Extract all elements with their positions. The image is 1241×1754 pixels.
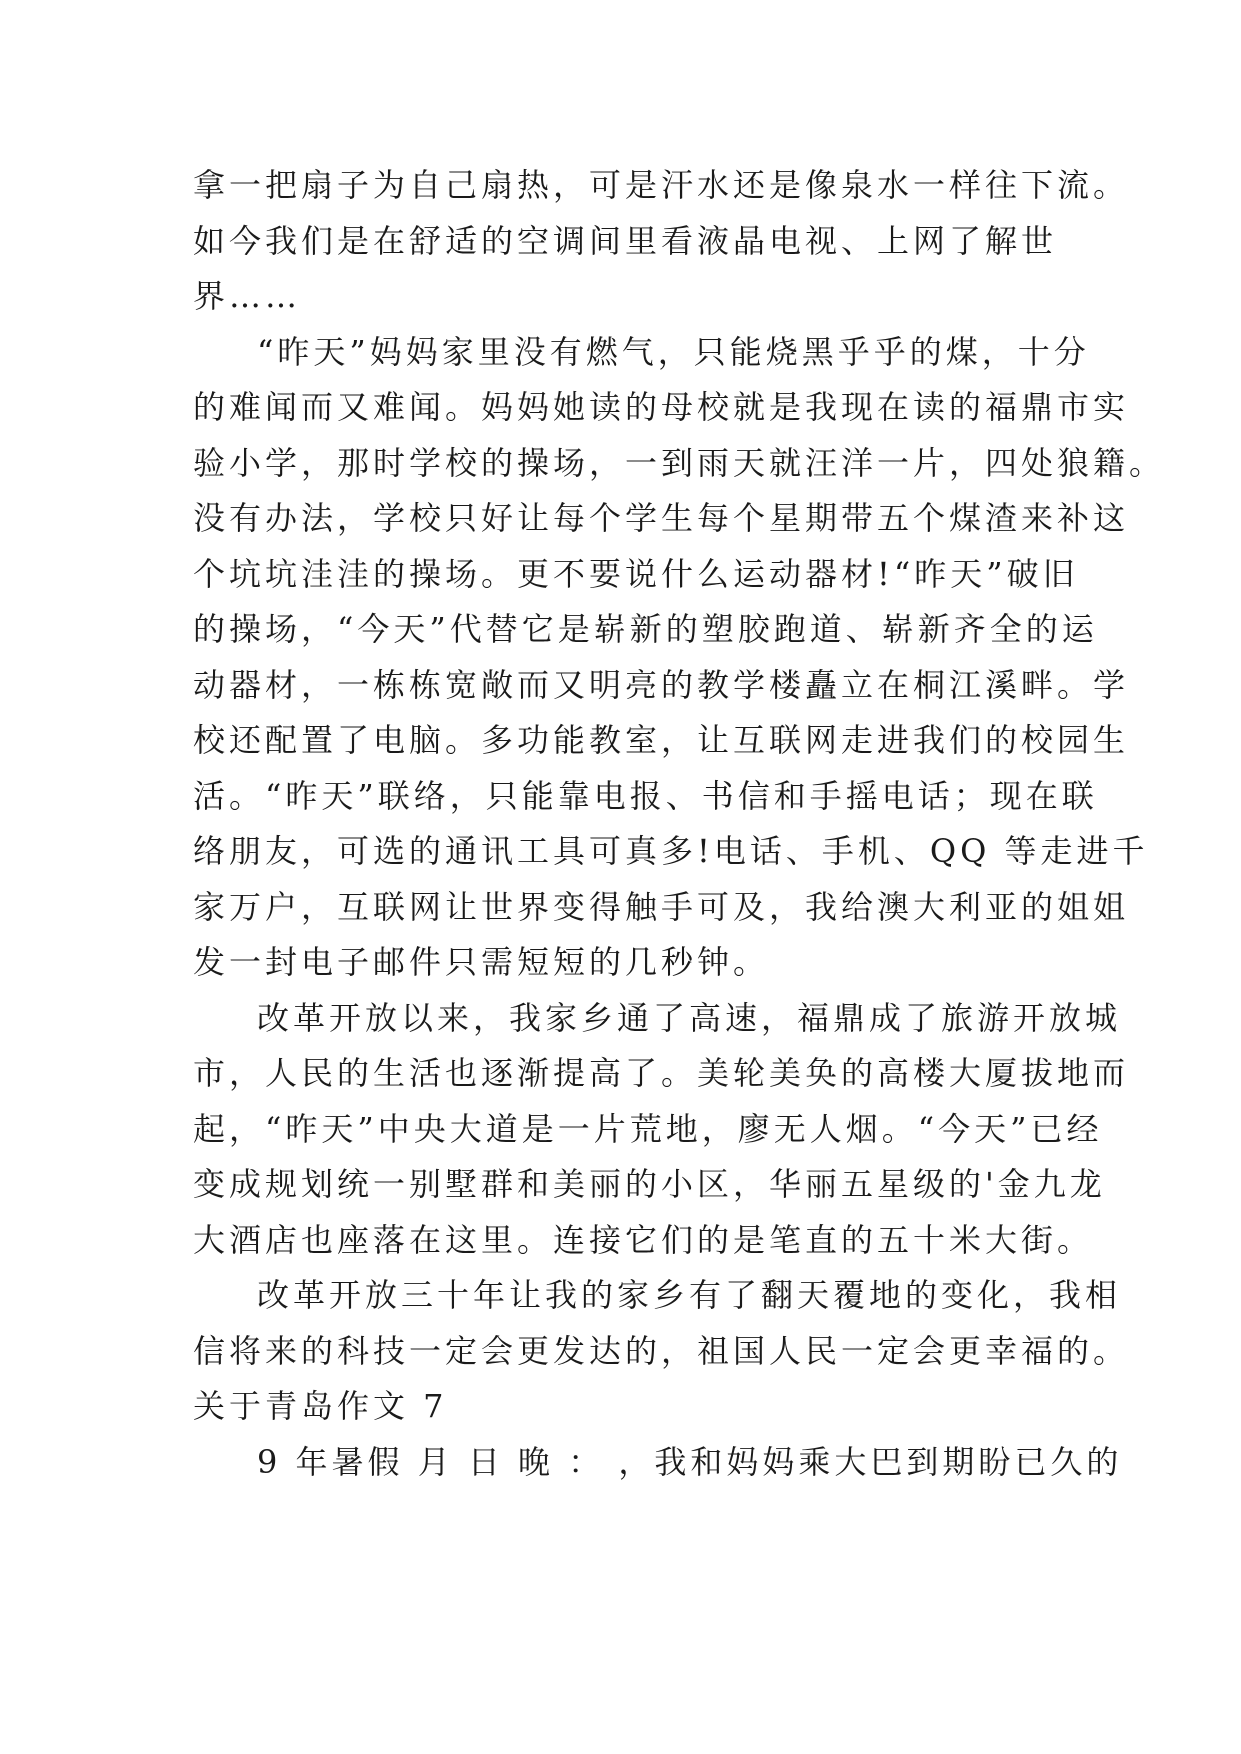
text-line: 发一封电子邮件只需短短的几秒钟。 [193, 943, 770, 981]
text-line: 动器材，一栋栋宽敞而又明亮的教学楼矗立在桐江溪畔。学 [193, 665, 1130, 704]
text-line: 如今我们是在舒适的空调间里看液晶电视、上网了解世 [193, 221, 1058, 260]
text-line: 个坑坑洼洼的操场。更不要说什么运动器材!“昨天”破旧 [193, 554, 1079, 593]
paragraph-first-line: “昨天”妈妈家里没有燃气，只能烧黑乎乎的煤，十分 [257, 332, 1090, 371]
text-line: 界…… [193, 277, 302, 315]
text-line: 的操场，“今天”代替它是崭新的塑胶跑道、崭新齐全的运 [193, 610, 1098, 648]
text-line: 校还配置了电脑。多功能教室，让互联网走进我们的校园生 [193, 721, 1130, 759]
text-line: 的难闻而又难闻。妈妈她读的母校就是我现在读的福鼎市实 [193, 388, 1130, 426]
text-line: 变成规划统一别墅群和美丽的小区，华丽五星级的'金九龙 [193, 1165, 1106, 1203]
section-title: 关于青岛作文 7 [193, 1387, 448, 1425]
text-line: 没有办法，学校只好让每个学生每个星期带五个煤渣来补这 [193, 499, 1130, 537]
text-line: 信将来的科技一定会更发达的，祖国人民一定会更幸福的。 [193, 1331, 1130, 1370]
text-line: 起，“昨天”中央大道是一片荒地，廖无人烟。“今天”已经 [193, 1109, 1103, 1148]
paragraph-first-line: 改革开放以来，我家乡通了高速，福鼎成了旅游开放城 [257, 998, 1122, 1037]
document-body [193, 158, 1166, 1490]
text-line: 家万户，互联网让世界变得触手可及，我给澳大利亚的姐姐 [193, 887, 1130, 926]
text-line: 活。“昨天”联络，只能靠电报、书信和手摇电话；现在联 [193, 776, 1098, 815]
text-line: 大酒店也座落在这里。连接它们的是笔直的五十米大街。 [193, 1220, 1094, 1259]
text-line: 市，人民的生活也逐渐提高了。美轮美奂的高楼大厦拔地而 [193, 1054, 1130, 1092]
paragraph-first-line: 改革开放三十年让我的家乡有了翻天覆地的变化，我相 [257, 1276, 1122, 1314]
text-line: 拿一把扇子为自己扇热，可是汗水还是像泉水一样往下流。 [193, 166, 1130, 204]
paragraph-first-line: 9 年暑假 月 日 晚 ： ，我和妈妈乘大巴到期盼已久的 [257, 1442, 1123, 1481]
text-line: 验小学，那时学校的操场，一到雨天就汪洋一片，四处狼籍。 [193, 443, 1166, 482]
text-line: 络朋友，可选的通讯工具可真多!电话、手机、QQ 等走进千 [193, 832, 1149, 870]
